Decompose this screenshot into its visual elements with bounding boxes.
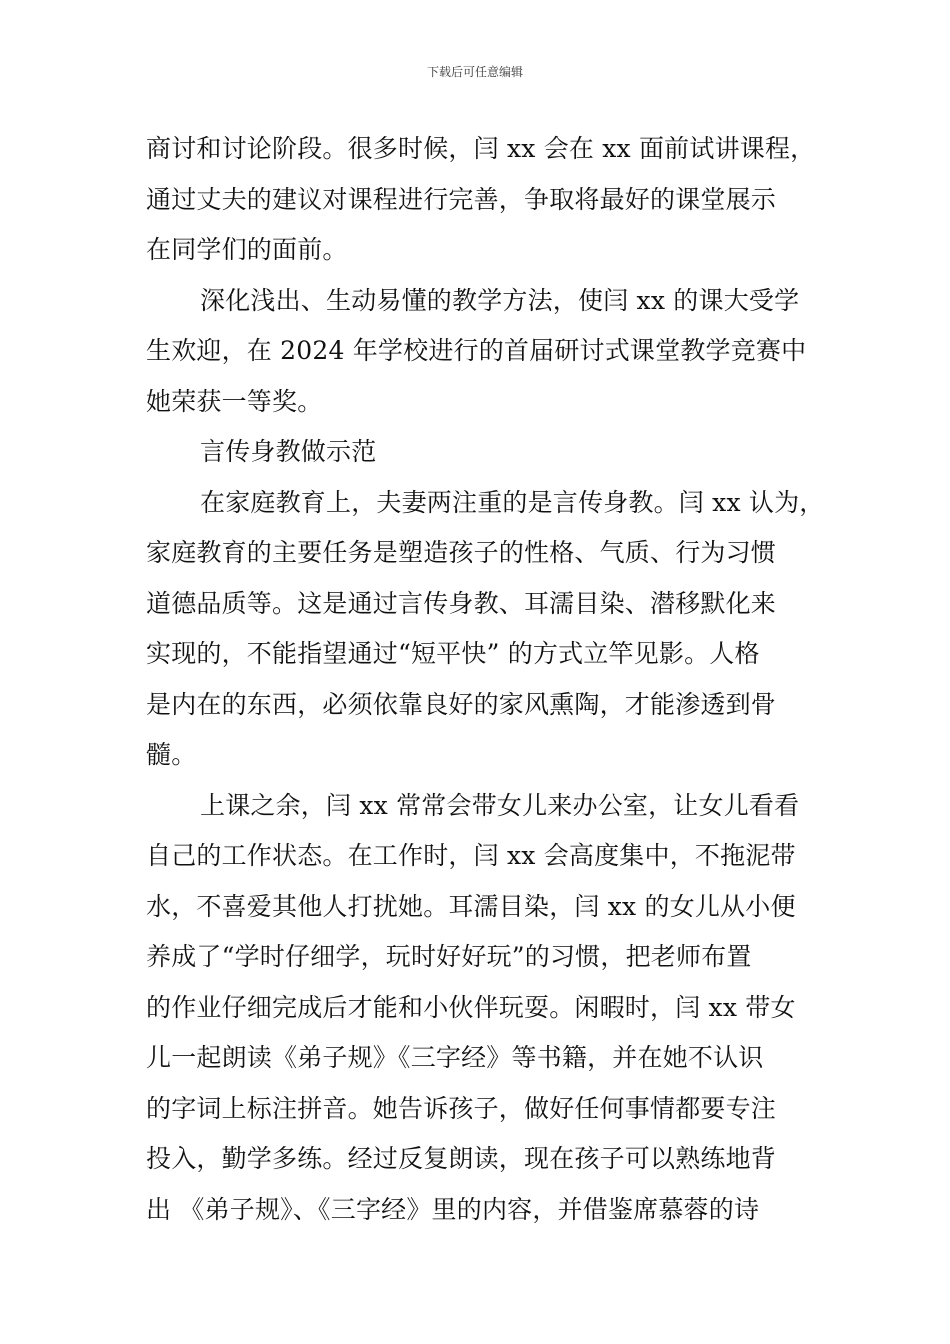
text-line: 水，不喜爱其他人打扰她。耳濡目染，闫 xx 的女儿从小便 (146, 891, 796, 921)
text-line: 她荣获一等奖。 (146, 386, 323, 416)
text-line: 商讨和讨论阶段。很多时候，闫 xx 会在 xx 面前试讲课程， (146, 134, 816, 163)
text-line: 投入，勤学多练。经过反复朗读，现在孩子可以熟练地背 (146, 1144, 777, 1173)
text-line: 道德品质等。这是通过言传身教、耳濡目染、潜移默化来 (146, 588, 777, 618)
text-line: 髓。 (146, 740, 197, 769)
text-line: 通过丈夫的建议对课程进行完善，争取将最好的课堂展示 (146, 184, 777, 214)
text-line: 自己的工作状态。在工作时，闫 xx 会高度集中，不拖泥带 (146, 841, 796, 870)
text-line: 是内在的东西，必须依靠良好的家风熏陶，才能渗透到骨 (146, 689, 777, 719)
text-line: 生欢迎，在 2024 年学校进行的首届研讨式课堂教学竞赛中 (146, 336, 807, 365)
paragraph-first-line: 在家庭教育上，夫妻两注重的是言传身教。闫 xx 认为， (200, 487, 825, 517)
text-line: 实现的，不能指望通过“短平快” 的方式立竿见影。人格 (146, 639, 760, 668)
text-line: 在同学们的面前。 (146, 235, 348, 264)
text-line: 儿一起朗读《弟子规》《三字经》等书籍，并在她不认识 (146, 1043, 764, 1072)
text-line: 出 《弟子规》、《三字经》里的内容，并借鉴席慕蓉的诗 (146, 1194, 760, 1224)
text-line: 的作业仔细完成后才能和小伙伴玩耍。闲暇时，闫 xx 带女 (146, 992, 796, 1022)
text-line: 家庭教育的主要任务是塑造孩子的性格、气质、行为习惯 (146, 538, 777, 567)
text-line: 的字词上标注拼音。她告诉孩子，做好任何事情都要专注 (146, 1093, 777, 1123)
text-line: 养成了“学时仔细学，玩时好好玩”的习惯，把老师布置 (146, 942, 752, 971)
document-body (146, 124, 825, 1235)
section-heading: 言传身教做示范 (200, 437, 377, 466)
paragraph-first-line: 上课之余，闫 xx 常常会带女儿来办公室，让女儿看看 (200, 790, 800, 820)
paragraph-first-line: 深化浅出、生动易懂的教学方法，使闫 xx 的课大受学 (200, 285, 800, 315)
page-header: 下载后可任意编辑 (426, 65, 523, 79)
